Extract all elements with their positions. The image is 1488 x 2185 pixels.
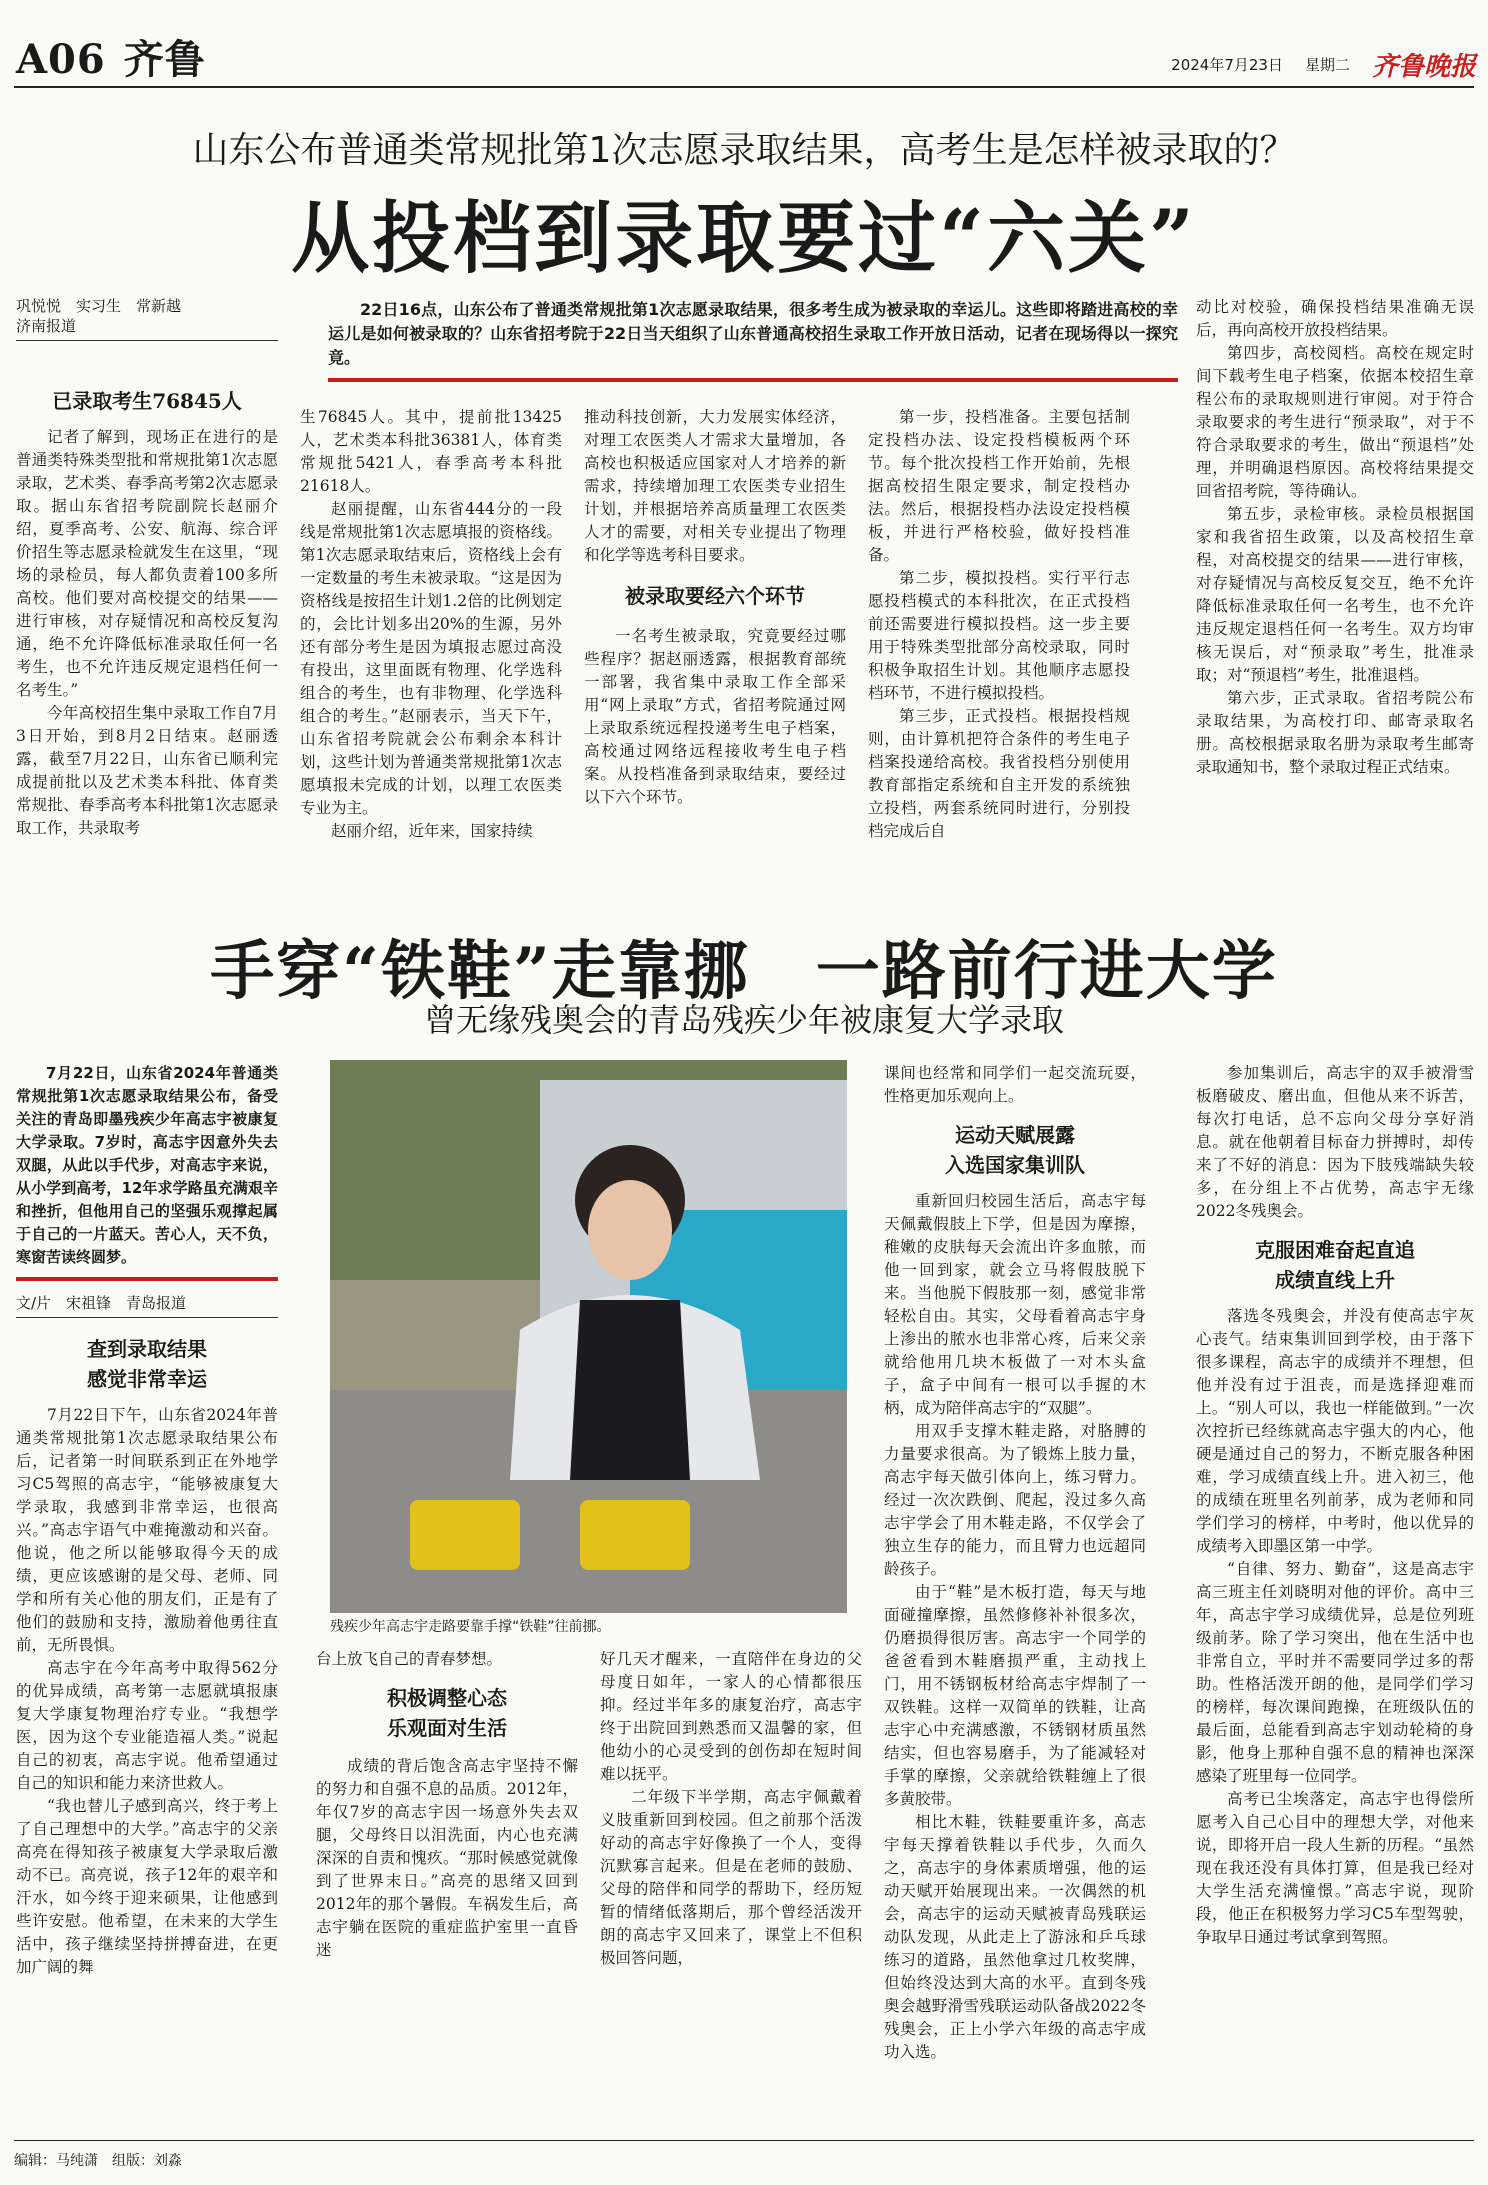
paragraph: 第六步，正式录取。省招考院公布录取结果，为高校打印、邮寄录取名册。高校根据录取名册为录取考生邮寄录取通知书，整个录取过程正式结束。: [1196, 689, 1474, 776]
paragraph: 用双手支撑木鞋走路，对胳膊的力量要求很高。为了锻炼上肢力量，高志宇每天做引体向上，练习臂力。经过一次次跌倒、爬起，没过多久高志宇学会了用木鞋走路，不仅学会了独立生存的能力，而且臂力也远超同龄孩子。: [884, 1422, 1146, 1578]
paragraph: 赵丽介绍，近年来，国家持续: [331, 822, 533, 840]
story1-kicker: 山东公布普通类常规批第1次志愿录取结果，高考生是怎样被录取的？: [192, 130, 1296, 171]
byline-divider: [16, 340, 278, 341]
paragraph: 第三步，正式投档。根据投档规则，由计算机把符合条件的考生电子档案投递给高校。我省投档分别使用教育部指定系统和自主开发的系统独立投档，两套系统同时进行，分别投档完成后自: [868, 707, 1130, 840]
story2-lead: 7月22日，山东省2024年普通类常规批第1次志愿录取结果公布，备受关注的青岛即墨残疾少年高志宇被康复大学录取。7岁时，高志宇因意外失去双腿，从此以手代步，对高志宇来说，从小学到高考，12年求学路虽充满艰辛和挫折，但他用自己的坚强乐观撑起属于自己的一片蓝天。苦心人，天不负，寒窗苦读终圆梦。: [16, 1064, 278, 1266]
section-name: 齐鲁: [123, 36, 206, 83]
issue-weekday: 星期二: [1304, 56, 1350, 74]
paragraph: 二年级下半学期，高志宇佩戴着义肢重新回到校园。但之前那个活泼好动的高志宇好像换了一个人，变得沉默寡言起来。但是在老师的鼓励、父母的陪伴和同学的帮助下，经历短暂的情绪低落期后，那个曾经活泼开朗的高志宇又回来了，课堂上不但积极回答问题，: [600, 1788, 862, 1967]
paragraph: 参加集训后，高志宇的双手被滑雪板磨破皮、磨出血，但他从来不诉苦，每次打电话，总不忘向父母分享好消息。就在他朝着目标奋力拼搏时，却传来了不好的消息：因为下肢残端缺失较多，在分组上不占优势，高志宇无缘2022冬残奥会。: [1196, 1064, 1474, 1220]
paragraph: 一名考生被录取，究竟要经过哪些程序？据赵丽透露，根据教育部统一部署，我省集中录取工作全部采用“网上录取”方式，省招考院通过网上录取系统远程投递考生电子档案，高校通过网络远程接收考生电子档案。从投档准备到录取结束，要经过以下六个环节。: [584, 627, 846, 806]
paragraph: “我也替儿子感到高兴，终于考上了自己理想中的大学。”高志宇的父亲高亮在得知孩子被康复大学录取后激动不已。高亮说，孩子12年的艰辛和汗水，如今终于迎来硕果，让他感到些许安慰。他希望，在未来的大学生活中，孩子继续坚持拼搏奋进，在更加广阔的舞: [16, 1797, 278, 1976]
news-photo: [330, 1060, 847, 1613]
photo-illustration: [330, 1060, 847, 1613]
paragraph: 第四步，高校阅档。高校在规定时间下载考生电子档案，依据本校招生章程公布的录取规则进行审阅。对于符合录取要求的考生进行“预录取”，对于不符合录取要求的考生，做出“预退档”处理，并明确退档原因。高校将结果提交回省招考院，等待确认。: [1196, 344, 1474, 500]
paragraph: 好几天才醒来，一直陪伴在身边的父母度日如年，一家人的心情都很压抑。经过半年多的康复治疗，高志宇终于出院回到熟悉而又温馨的家，但他幼小的心灵受到的创伤却在短时间难以抚平。: [600, 1650, 862, 1783]
paragraph: 由于“鞋”是木板打造，每天与地面碰撞摩擦，虽然修修补补很多次，仍磨损得很厉害。高志宇一个同学的爸爸看到木鞋磨损严重，主动找上门，用不锈钢板材给高志宇焊制了一双铁鞋。这样一双简单的铁鞋，让高志宇心中充满感激，不锈钢材质虽然结实，但也容易磨手，为了能减轻对手掌的摩擦，父亲就给铁鞋缠上了很多黄胶带。: [884, 1583, 1146, 1808]
story2-lead-block: [16, 1062, 278, 1979]
footer-divider: [14, 2140, 1474, 2141]
masthead-info: [1171, 46, 1476, 83]
story1-column-4: [868, 406, 1130, 843]
paragraph: 课间也经常和同学们一起交流玩耍，性格更加乐观向上。: [884, 1064, 1146, 1105]
story1-column-1: [16, 386, 278, 840]
lead-red-rule: [328, 378, 1178, 382]
paragraph: 赵丽提醒，山东省444分的一段线是常规批第1次志愿填报的资格线。第1次志愿录取结束后，资格线上会有一定数量的考生未被录取。“这是因为资格线是按招生计划1.2倍的比例划定的，会比计划多出20%的生源，另外还有部分考生是因为填报志愿过高没有投出，这里面既有物理、化学选科组合的考生，也有非物理、化学选科组合的考生。”赵丽表示，当天下午，山东省招考院就会公布剩余本科计划，这些计划为普通类常规批第1次志愿填报未完成的计划，以理工农医类专业为主。: [300, 500, 562, 817]
story1-column-3: [584, 406, 846, 809]
story1-subhead-1: 已录取考生76845人: [52, 389, 242, 413]
story2-column-5: [1196, 1062, 1474, 1949]
paragraph: 推动科技创新，大力发展实体经济，对理工农医类人才需求大量增加，各高校也积极适应国家对人才培养的新需求，持续增加理工农医类专业招生计划，并根据培养高质量理工农医类人才的需要，对相关专业提出了物理和化学等选考科目要求。: [584, 408, 846, 564]
story1-lead-block: [328, 298, 1178, 382]
page-number: A06: [16, 36, 106, 83]
paragraph: 第一步，投档准备。主要包括制定投档办法、设定投档模板两个环节。每个批次投档工作开始前，先根据高校招生限定要求，制定投档办法。然后，根据投档办法设定投档模板，并进行严格校验，做好投档准备。: [868, 408, 1130, 564]
story2-headline: 手穿“铁鞋”走靠挪 一路前行进大学: [210, 934, 1278, 1009]
story1-headline: 从投档到录取要过“六关”: [291, 193, 1197, 284]
story1-lead: 22日16点，山东公布了普通类常规批第1次志愿录取结果，很多考生成为被录取的幸运儿。这些即将踏进高校的幸运儿是如何被录取的？山东省招考院于22日当天组织了山东普通高校招生录取工作开放日活动，记者在现场得以一探究竟。: [328, 300, 1178, 367]
issue-date: 2024年7月23日: [1171, 56, 1283, 74]
editor-credit: 编辑：马纯潇 组版：刘淼: [14, 2153, 182, 2169]
paragraph: 重新回归校园生活后，高志宇每天佩戴假肢上下学，但是因为摩擦，稚嫩的皮肤每天会流出许多血脓，而他一回到家，就会立马将假肢脱下来。当他脱下假肢那一刻，感觉非常轻松自由。其实，父母看着高志宇身上渗出的脓水也非常心疼，后来父亲就给他用几块木板做了一对木头盒子，盒子中间有一根可以手握的木柄，成为陪伴高志宇的“双腿”。: [884, 1192, 1146, 1417]
paragraph: 第二步，模拟投档。实行平行志愿投档模式的本科批次，在正式投档前还需要进行模拟投档。这一步主要用于特殊类型批部分高校录取，同时积极争取招生计划。其他顺序志愿投档环节，不进行模拟投档。: [868, 569, 1130, 702]
paragraph: 相比木鞋，铁鞋要重许多，高志宇每天撑着铁鞋以手代步，久而久之，高志宇的身体素质增强，他的运动天赋开始展现出来。一次偶然的机会，高志宇的运动天赋被青岛残联运动队发现，从此走上了游泳和乒乓球练习的道路，虽然他拿过几枚奖牌，但始终没达到大高的水平。直到冬残奥会越野滑雪残联运动队备战2022冬残奥会，正上小学六年级的高志宇成功入选。: [884, 1813, 1146, 2061]
story1-byline: 巩悦悦 实习生 常新越: [16, 297, 182, 315]
story2-byline: 文/片 宋祖锋 青岛报道: [16, 1294, 187, 1312]
paragraph: 记者了解到，现场正在进行的是普通类特殊类型批和常规批第1次志愿录取，艺术类、春季高考第2次志愿录取。据山东省招考院副院长赵丽介绍，夏季高考、公安、航海、综合评价招生等志愿录检就发生在这里，“现场的录检员，每人都负责着100多所高校。他们要对高校提交的结果——进行审核，对存疑情况和高校反复沟通，绝不允许降低标准录取任何一名考生，也不允许违反规定退档任何一名考生。”: [16, 428, 278, 699]
paragraph: 高志宇在今年高考中取得562分的优异成绩，高考第一志愿就填报康复大学康复物理治疗专业。“我想学医，因为这个专业能造福人类。”说起自己的初衷，高志宇说。他希望通过自己的知识和能力来济世救人。: [16, 1659, 278, 1792]
story2-column-2: [316, 1648, 578, 1962]
paragraph: 今年高校招生集中录取工作自7月3日开始，到8月2日结束。赵丽透露，截至7月22日，山东省已顺利完成提前批以及艺术类本科批、体育类常规批、春季高考本科批第1次志愿录取工作，共录取考: [16, 704, 278, 837]
story2-column-3: [600, 1648, 862, 1970]
paragraph: 高考已尘埃落定，高志宇也得偿所愿考入自己心目中的理想大学，对他来说，即将开启一段人生新的历程。“虽然现在我还没有具体打算，但是我已经对大学生活充满憧憬。”高志宇说，现阶段，他正在积极努力学习C5车型驾驶，争取早日通过考试拿到驾照。: [1196, 1790, 1474, 1946]
header-divider: [14, 86, 1474, 88]
paragraph: 7月22日下午，山东省2024年普通类常规批第1次志愿录取结果公布后，记者第一时间联系到正在外地学习C5驾照的高志宇，“能够被康复大学录取，我感到非常幸运，也很高兴。”高志宇语气中难掩激动和兴奋。他说，他之所以能够取得今天的成绩，更应该感谢的是父母、老师、同学和所有关心他的朋友们，正是有了他们的鼓励和支持，激励着他勇往直前，无所畏惧。: [16, 1406, 278, 1654]
paragraph: 动比对校验，确保投档结果准确无误后，再向高校开放投档结果。: [1196, 298, 1474, 339]
photo-caption: 残疾少年高志宇走路要靠手撑“铁鞋”往前挪。: [330, 1619, 611, 1635]
page-header: [16, 28, 206, 85]
story2-subhead-4: 克服困难奋起直追 成绩直线上升: [1255, 1238, 1415, 1292]
paragraph: 落选冬残奥会，并没有使高志宇灰心丧气。结束集训回到学校，由于落下很多课程，高志宇的成绩并不理想，但他并没有过于沮丧，而是选择迎难而上。“别人可以，我也一样能做到。”一次次控折已经练就高志宇强大的内心，他硬是通过自己的努力，不断克服各种困难，学习成绩直线上升。进入初三，他的成绩在班里名列前茅，成为老师和同学们学习的榜样，中考时，他以优异的成绩考入即墨区第一中学。: [1196, 1307, 1474, 1555]
newspaper-logo: 齐鲁晚报: [1371, 52, 1476, 82]
paragraph: 成绩的背后饱含高志宇坚持不懈的努力和自强不息的品质。2012年，年仅7岁的高志宇因一场意外失去双腿，父母终日以泪洗面，内心也充满深深的自责和愧疚。“那时候感觉就像到了世界末日。”高亮的思绪又回到2012年的那个暑假。车祸发生后，高志宇躺在医院的重症监护室里一直昏迷: [316, 1757, 578, 1959]
story2-subhead-2: 积极调整心态 乐观面对生活: [387, 1686, 507, 1740]
story2-subtitle: 曾无缘残奥会的青岛残疾少年被康复大学录取: [423, 1001, 1064, 1039]
paragraph: 生76845人。其中，提前批13425人，艺术类本科批36381人，体育类常规批5421人，春季高考本科批21618人。: [300, 408, 562, 495]
story1-column-5: [1196, 296, 1474, 779]
story1-column-2: [300, 406, 562, 843]
paragraph: “自律、努力、勤奋”，这是高志宇高三班主任刘晓明对他的评价。高中三年，高志宇学习成绩优异，总是位列班级前茅。除了学习突出，他在生活中也非常自立，平时并不需要同学过多的帮助。性格活泼开朗的他，是同学们学习的榜样，每次课间跑操，在班级队伍的最后面，总能看到高志宇划动轮椅的身影，他身上那种自强不息的精神也深深感染了班里每一位同学。: [1196, 1560, 1474, 1785]
story2-subhead-3: 运动天赋展露 入选国家集训队: [945, 1123, 1085, 1177]
paragraph: 第五步，录检审核。录检员根据国家和我省招生政策，以及高校招生章程，对高校提交的结果——进行审核，对存疑情况与高校反复交互，绝不允许降低标准录取任何一名考生，也不允许违反规定退档任何一名考生。双方均审核无误后，对“预录取”考生，批准录取；对“预退档”考生，批准退档。: [1196, 505, 1474, 684]
paragraph: 台上放飞自己的青春梦想。: [316, 1650, 503, 1668]
story2-column-4: [884, 1062, 1146, 2064]
story2-subhead-1: 查到录取结果 感觉非常幸运: [87, 1337, 207, 1391]
story1-byline-block: [16, 296, 278, 341]
story1-subhead-2: 被录取要经六个环节: [625, 584, 805, 608]
story1-dateline: 济南报道: [16, 317, 77, 335]
